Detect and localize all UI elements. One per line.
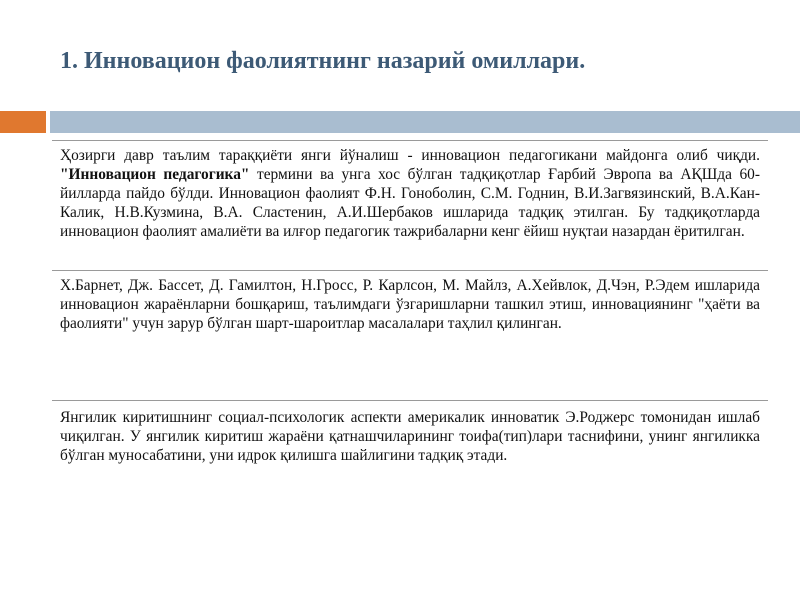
divider-line: [52, 400, 768, 401]
text-block-1-start: Ҳозирги давр таълим тараққиёти янги йўналиш - инновацион педагогикани майдонга олиб чиқди.: [60, 147, 760, 164]
slide-title: 1. Инновацион фаолиятнинг назарий омиллари.: [60, 48, 586, 74]
term-innovation-pedagogy: "Инновацион педагогика": [60, 166, 250, 183]
text-block-1: [60, 146, 760, 241]
accent-bar-orange: [0, 111, 46, 133]
text-block-2: Х.Барнет, Дж. Бассет, Д. Гамилтон, Н.Гросс, Р. Карлсон, М. Майлз, А.Хейвлок, Д.Чэн, Р.Эдем ишларида инновацион жараёнларни бошқариш, таълимдаги ўзгаришларни ташкил этиш, инновациянинг "ҳаёти ва фаолияти" учун зарур бўлган шарт-шароитлар масалалари таҳлил қилинган.: [60, 277, 760, 332]
accent-bar-blue: [50, 111, 800, 133]
text-block-1-end: термини ва унга хос бўлган тадқиқотлар Ғарбий Эвропа ва АҚШда 60-йилларда пайдо бўлди. Инновацион фаолият Ф.Н. Гоноболин, С.М. Годнин, В.И.Загвязинский, В.А.Кан-Калик, Н.В.Кузмина, В.А. Сластенин, А.И.Шербаков ишларида тадқиқ этилган. Бу тадқиқотларда инновацион фаолият амалиёти ва илғор педагогик тажрибаларни кенг ёйиш нуқтаи назардан ёритилган.: [60, 166, 760, 240]
text-block-3: Янгилик киритишнинг социал-психологик аспекти америкалик инноватик Э.Роджерс томонидан ишлаб чиқилган. У янгилик киритиш жараёни қатнашчиларининг тоифа(тип)лари таснифини, унинг янгиликка бўлган муносабатини, уни идрок қилишга шайлигини тадқиқ этади.: [60, 409, 760, 464]
divider-line: [52, 270, 768, 271]
divider-line: [52, 140, 768, 141]
